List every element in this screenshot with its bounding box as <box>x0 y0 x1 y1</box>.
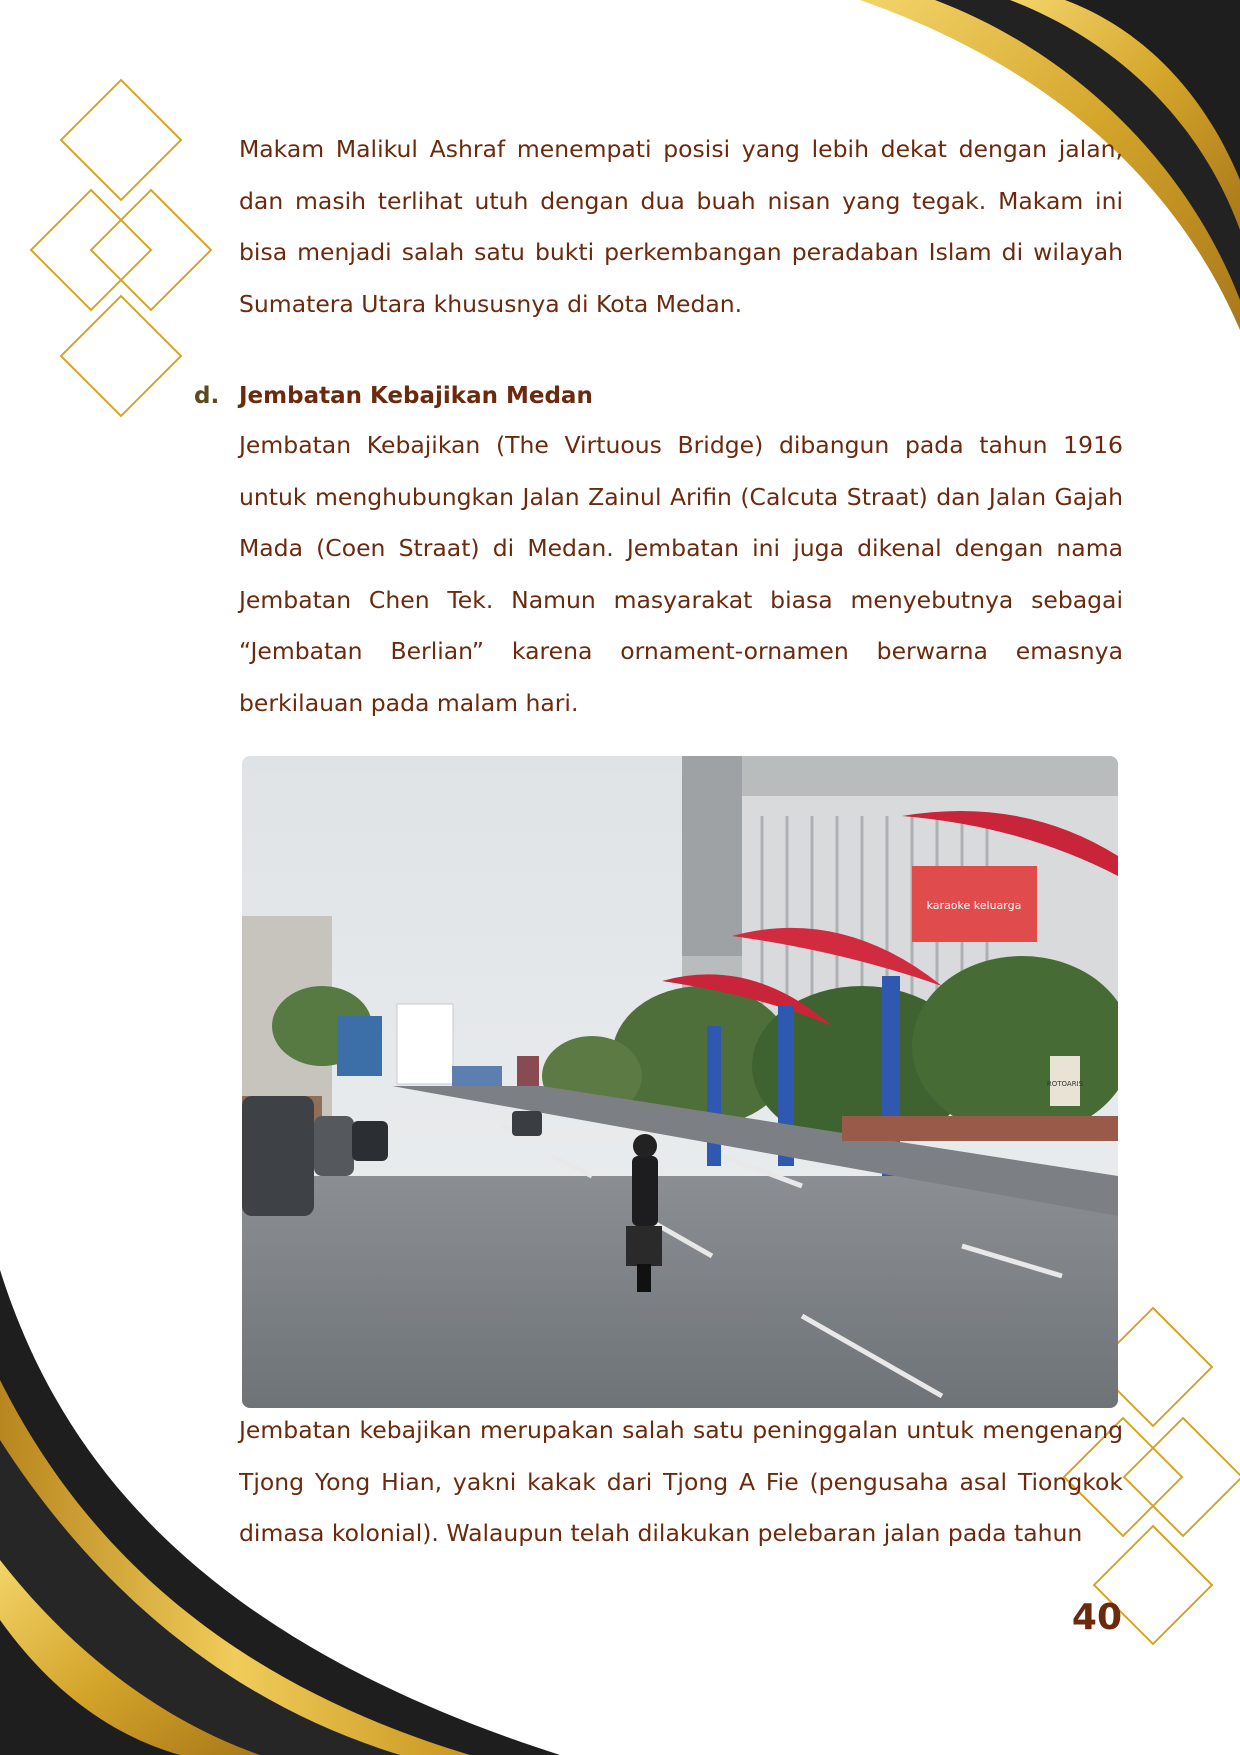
paragraph-makam-malikul-ashraf: Makam Malikul Ashraf menempati posisi yang lebih dekat dengan jalan, dan masih terlihat utuh dengan dua buah nisan yang tegak. Makam ini bisa menjadi salah satu bukti perkembangan peradaban Islam di wilayah Sumatera Utara khususnya di Kota Medan. <box>239 135 1123 318</box>
billboard-text: karaoke keluarga <box>926 899 1022 912</box>
paragraph-tjong-yong-hian: Jembatan kebajikan merupakan salah satu peninggalan untuk mengenang Tjong Yong Hian, yakni kakak dari Tjong A Fie (pengusaha asal Tiongkok dimasa kolonial). Walaupun telah dilakukan pelebaran jalan pada tahun <box>239 1416 1123 1547</box>
section-letter: d. <box>194 383 220 409</box>
section-title: Jembatan Kebajikan Medan <box>239 383 593 409</box>
paragraph-jembatan-kebajikan: Jembatan Kebajikan (The Virtuous Bridge) dibangun pada tahun 1916 untuk menghubungkan Jalan Zainul Arifin (Calcuta Straat) dan Jalan Gajah Mada (Coen Straat) di Medan. Jembatan ini juga dikenal dengan nama Jembatan Chen Tek. Namun masyarakat biasa menyebutnya sebagai “Jembatan Berlian” karena ornament-ornamen berwarna emasnya berkilauan pada malam hari. <box>239 431 1123 717</box>
page-number: 40 <box>1071 1597 1122 1638</box>
bridge-street-photo <box>242 756 1118 1408</box>
section-heading <box>194 376 593 416</box>
sign-text: ROTOARIS <box>1046 1080 1084 1088</box>
